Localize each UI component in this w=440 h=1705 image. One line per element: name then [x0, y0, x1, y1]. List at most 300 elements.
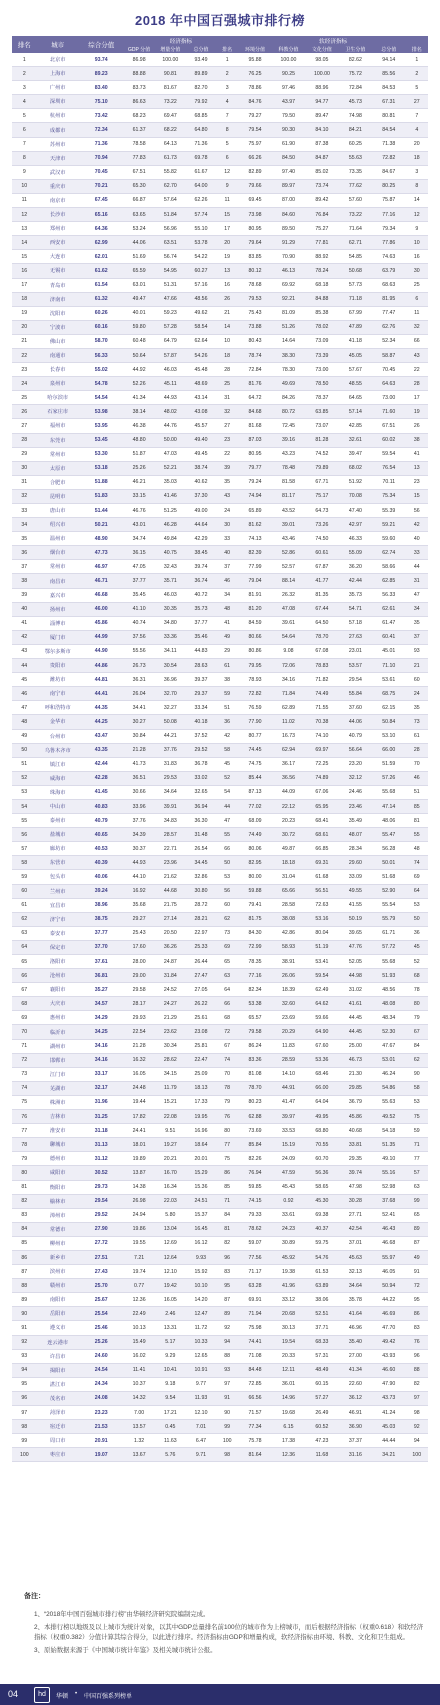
cell-gdp: 19.86: [123, 1222, 154, 1236]
cell-rank: 85: [12, 1236, 37, 1250]
cell-city: 潍坊市: [37, 673, 79, 687]
cell-econ-rank: 8: [216, 123, 238, 137]
cell-econ-total: 15.36: [186, 1180, 216, 1194]
cell-culture: 70.55: [305, 1138, 338, 1152]
cell-growth: 13.04: [155, 1222, 186, 1236]
cell-sci: 84.50: [272, 151, 305, 165]
cell-growth: 23.62: [155, 1025, 186, 1039]
cell-soft-rank: 35: [406, 701, 428, 715]
cell-total: 70.94: [79, 151, 124, 165]
table-row: [12, 743, 428, 757]
table-row: [12, 799, 428, 813]
cell-total: 23.23: [79, 1406, 124, 1420]
cell-culture: 74.89: [305, 771, 338, 785]
cell-env: 83.36: [238, 1053, 271, 1067]
cell-soft-rank: 87: [406, 1236, 428, 1250]
cell-culture: 78.70: [305, 630, 338, 644]
cell-rank: 69: [12, 1011, 37, 1025]
cell-gdp: 28.17: [123, 997, 154, 1011]
cell-total: 44.99: [79, 630, 124, 644]
cell-health: 74.98: [339, 109, 372, 123]
cell-rank: 52: [12, 771, 37, 785]
cell-growth: 19.42: [155, 1279, 186, 1293]
cell-soft-total: 44.22: [372, 1293, 405, 1307]
cell-health: 46.73: [339, 1053, 372, 1067]
cell-growth: 13.31: [155, 1321, 186, 1335]
cell-soft-total: 85.56: [372, 67, 405, 81]
cell-rank: 97: [12, 1406, 37, 1420]
cell-econ-total: 30.80: [186, 884, 216, 898]
cell-env: 72.84: [238, 363, 271, 377]
cell-soft-total: 48.34: [372, 1011, 405, 1025]
cell-env: 79.04: [238, 574, 271, 588]
cell-culture: 59.54: [305, 969, 338, 983]
table-row: [12, 250, 428, 264]
cell-total: 40.65: [79, 828, 124, 842]
cell-rank: 66: [12, 969, 37, 983]
cell-health: 55.84: [339, 687, 372, 701]
cell-sci: 90.30: [272, 123, 305, 137]
table-row: [12, 151, 428, 165]
cell-soft-rank: 7: [406, 109, 428, 123]
cell-soft-total: 55.63: [372, 1095, 405, 1109]
cell-sci: 87.00: [272, 193, 305, 207]
cell-total: 27.43: [79, 1265, 124, 1279]
cell-city: 哈尔滨市: [37, 391, 79, 405]
cell-total: 42.44: [79, 757, 124, 771]
cell-health: 48.55: [339, 377, 372, 391]
cell-soft-total: 54.86: [372, 1081, 405, 1095]
cell-city: 株洲市: [37, 1095, 79, 1109]
cell-econ-rank: 16: [216, 278, 238, 292]
cell-growth: 81.67: [155, 81, 186, 95]
cell-soft-rank: 77: [406, 1152, 428, 1166]
cell-soft-rank: 3: [406, 165, 428, 179]
cell-growth: 5.80: [155, 1208, 186, 1222]
table-row: [12, 729, 428, 743]
table-row: [12, 1448, 428, 1462]
cell-rank: 19: [12, 306, 37, 320]
cell-growth: 24.87: [155, 955, 186, 969]
cell-soft-total: 66.00: [372, 743, 405, 757]
cell-culture: 67.44: [305, 602, 338, 616]
cell-soft-total: 76.54: [372, 461, 405, 475]
cell-econ-total: 62.26: [186, 193, 216, 207]
cell-health: 52.05: [339, 955, 372, 969]
cell-health: 44.45: [339, 1025, 372, 1039]
cell-sci: 92.21: [272, 292, 305, 306]
cell-soft-rank: 47: [406, 588, 428, 602]
note-item: 3、原始数据来源于《中国城市统计年鉴》及相关城市统计公报。: [34, 1647, 217, 1654]
cell-health: 41.34: [339, 1363, 372, 1377]
cell-culture: 67.60: [305, 1039, 338, 1053]
cell-soft-rank: 73: [406, 715, 428, 729]
cell-soft-total: 75.87: [372, 193, 405, 207]
cell-env: 74.13: [238, 532, 271, 546]
cell-growth: 47.66: [155, 292, 186, 306]
cell-total: 60.16: [79, 320, 124, 334]
cell-culture: 52.51: [305, 1307, 338, 1321]
cell-city: 湖州市: [37, 1039, 79, 1053]
header-growth: 增量分值: [155, 45, 186, 53]
cell-culture: 49.95: [305, 1110, 338, 1124]
cell-health: 68.02: [339, 461, 372, 475]
cell-city: 南阳市: [37, 1293, 79, 1307]
cell-sci: 33.12: [272, 1293, 305, 1307]
cell-gdp: 18.01: [123, 1138, 154, 1152]
cell-env: 82.39: [238, 546, 271, 560]
cell-econ-total: 49.45: [186, 447, 216, 461]
cell-health: 46.96: [339, 1321, 372, 1335]
table-row: [12, 504, 428, 518]
cell-total: 29.73: [79, 1180, 124, 1194]
cell-econ-total: 45.57: [186, 419, 216, 433]
cell-soft-total: 72.82: [372, 151, 405, 165]
cell-health: 32.12: [339, 771, 372, 785]
cell-env: 80.77: [238, 729, 271, 743]
cell-growth: 44.21: [155, 729, 186, 743]
cell-growth: 59.23: [155, 306, 186, 320]
cell-rank: 59: [12, 870, 37, 884]
cell-gdp: 21.28: [123, 1039, 154, 1053]
cell-soft-total: 70.45: [372, 363, 405, 377]
cell-econ-total: 28.72: [186, 898, 216, 912]
header-city: 城市: [37, 36, 79, 53]
cell-sci: 88.14: [272, 574, 305, 588]
cell-econ-rank: 91: [216, 1391, 238, 1405]
cell-culture: 67.71: [305, 475, 338, 489]
table-row: [12, 884, 428, 898]
cell-econ-total: 29.37: [186, 687, 216, 701]
cell-env: 81.08: [238, 1067, 271, 1081]
cell-culture: 77.81: [305, 236, 338, 250]
cell-total: 29.54: [79, 1194, 124, 1208]
cell-city: 许昌市: [37, 1349, 79, 1363]
cell-soft-total: 58.87: [372, 348, 405, 362]
cell-soft-total: 55.68: [372, 785, 405, 799]
cell-rank: 57: [12, 842, 37, 856]
cell-growth: 21.29: [155, 1011, 186, 1025]
table-row: [12, 1279, 428, 1293]
cell-total: 31.18: [79, 1124, 124, 1138]
cell-total: 46.71: [79, 574, 124, 588]
cell-env: 65.57: [238, 1011, 271, 1025]
cell-city: 镇江市: [37, 757, 79, 771]
table-row: [12, 1011, 428, 1025]
table-row: [12, 1152, 428, 1166]
cell-econ-rank: 80: [216, 1124, 238, 1138]
cell-env: 53.38: [238, 997, 271, 1011]
cell-gdp: 41.10: [123, 602, 154, 616]
cell-env: 77.90: [238, 715, 271, 729]
cell-soft-rank: 18: [406, 151, 428, 165]
cell-sci: 33.61: [272, 1208, 305, 1222]
cell-growth: 24.27: [155, 997, 186, 1011]
cell-total: 34.16: [79, 1039, 124, 1053]
cell-total: 34.25: [79, 1025, 124, 1039]
cell-culture: 53.41: [305, 955, 338, 969]
cell-soft-total: 84.67: [372, 165, 405, 179]
cell-growth: 5.17: [155, 1335, 186, 1349]
cell-total: 29.52: [79, 1208, 124, 1222]
cell-econ-total: 15.37: [186, 1208, 216, 1222]
cell-soft-total: 63.79: [372, 264, 405, 278]
cell-sci: 43.52: [272, 504, 305, 518]
cell-total: 54.78: [79, 377, 124, 391]
cell-city: 赣州市: [37, 1279, 79, 1293]
cell-growth: 44.68: [155, 884, 186, 898]
table-row: [12, 123, 428, 137]
cell-econ-total: 43.14: [186, 391, 216, 405]
cell-soft-total: 77.86: [372, 236, 405, 250]
cell-health: 72.84: [339, 81, 372, 95]
cell-soft-total: 70.11: [372, 475, 405, 489]
cell-city: 吉林市: [37, 1110, 79, 1124]
cell-sci: 43.97: [272, 95, 305, 109]
table-row: [12, 1377, 428, 1391]
cell-econ-total: 62.64: [186, 334, 216, 348]
cell-rank: 53: [12, 785, 37, 799]
cell-sci: 20.68: [272, 1307, 305, 1321]
cell-rank: 26: [12, 405, 37, 419]
cell-env: 81.64: [238, 1448, 271, 1462]
cell-sci: 49.69: [272, 377, 305, 391]
table-row: [12, 1349, 428, 1363]
cell-econ-rank: 49: [216, 630, 238, 644]
cell-rank: 11: [12, 193, 37, 207]
cell-total: 67.45: [79, 193, 124, 207]
cell-health: 35.73: [339, 588, 372, 602]
cell-econ-total: 31.48: [186, 828, 216, 842]
cell-culture: 62.49: [305, 983, 338, 997]
cell-city: 衡阳市: [37, 1180, 79, 1194]
cell-econ-rank: 41: [216, 616, 238, 630]
table-row: [12, 1025, 428, 1039]
cell-soft-rank: 42: [406, 518, 428, 532]
cell-soft-rank: 76: [406, 1335, 428, 1349]
cell-rank: 13: [12, 222, 37, 236]
cell-econ-rank: 64: [216, 983, 238, 997]
cell-health: 41.18: [339, 334, 372, 348]
cell-econ-total: 35.73: [186, 602, 216, 616]
cell-rank: 93: [12, 1349, 37, 1363]
cell-env: 84.68: [238, 405, 271, 419]
cell-growth: 28.57: [155, 828, 186, 842]
cell-growth: 64.79: [155, 334, 186, 348]
cell-soft-total: 37.68: [372, 1194, 405, 1208]
cell-soft-rank: 28: [406, 743, 428, 757]
cell-health: 33.81: [339, 1138, 372, 1152]
cell-health: 71.18: [339, 292, 372, 306]
cell-sci: 72.06: [272, 659, 305, 673]
cell-city: 洛阳市: [37, 955, 79, 969]
cell-env: 79.58: [238, 1025, 271, 1039]
cell-total: 44.41: [79, 687, 124, 701]
cell-culture: 85.38: [305, 306, 338, 320]
cell-gdp: 13.57: [123, 1420, 154, 1434]
table-row: [12, 926, 428, 940]
cell-soft-rank: 97: [406, 1391, 428, 1405]
cell-econ-total: 9.71: [186, 1448, 216, 1462]
cell-growth: 22.08: [155, 1110, 186, 1124]
cell-sci: 0.92: [272, 1194, 305, 1208]
cell-rank: 81: [12, 1180, 37, 1194]
table-row: [12, 348, 428, 362]
cell-soft-rank: 6: [406, 292, 428, 306]
cell-econ-total: 38.74: [186, 461, 216, 475]
cell-rank: 89: [12, 1293, 37, 1307]
cell-soft-total: 94.14: [372, 53, 405, 67]
cell-econ-rank: 68: [216, 1011, 238, 1025]
cell-sci: 38.30: [272, 348, 305, 362]
cell-soft-total: 53.61: [372, 673, 405, 687]
cell-soft-rank: 32: [406, 320, 428, 334]
cell-econ-rank: 47: [216, 814, 238, 828]
cell-soft-total: 34.21: [372, 1448, 405, 1462]
cell-city: 保定市: [37, 940, 79, 954]
cell-health: 21.30: [339, 1067, 372, 1081]
cell-health: 36.20: [339, 560, 372, 574]
cell-total: 51.88: [79, 475, 124, 489]
cell-soft-rank: 68: [406, 969, 428, 983]
cell-econ-total: 82.70: [186, 81, 216, 95]
cell-econ-total: 37.77: [186, 616, 216, 630]
cell-growth: 44.93: [155, 391, 186, 405]
cell-econ-total: 36.94: [186, 799, 216, 813]
cell-rank: 39: [12, 588, 37, 602]
cell-econ-total: 61.67: [186, 165, 216, 179]
cell-soft-total: 71.60: [372, 405, 405, 419]
cell-soft-total: 68.63: [372, 278, 405, 292]
cell-soft-total: 48.56: [372, 983, 405, 997]
cell-health: 47.89: [339, 320, 372, 334]
cell-soft-rank: 28: [406, 377, 428, 391]
cell-culture: 74.49: [305, 687, 338, 701]
table-row: [12, 969, 428, 983]
cell-sci: 69.92: [272, 278, 305, 292]
cell-gdp: 21.28: [123, 743, 154, 757]
cell-city: 泰州市: [37, 814, 79, 828]
cell-soft-rank: 48: [406, 842, 428, 856]
cell-total: 54.54: [79, 391, 124, 405]
cell-sci: 52.57: [272, 560, 305, 574]
cell-soft-total: 84.53: [372, 81, 405, 95]
table-row: [12, 560, 428, 574]
cell-culture: 45.30: [305, 1194, 338, 1208]
cell-city: 连云港市: [37, 1335, 79, 1349]
cell-sci: 11.02: [272, 715, 305, 729]
cell-rank: 96: [12, 1391, 37, 1405]
cell-env: 76.25: [238, 67, 271, 81]
cell-growth: 69.47: [155, 109, 186, 123]
table-row: [12, 757, 428, 771]
table-row: [12, 842, 428, 856]
cell-rank: 49: [12, 729, 37, 743]
cell-health: 29.54: [339, 673, 372, 687]
cell-soft-total: 59.21: [372, 518, 405, 532]
cell-econ-rank: 19: [216, 250, 238, 264]
table-row: [12, 1095, 428, 1109]
cell-culture: 67.06: [305, 785, 338, 799]
cell-total: 38.96: [79, 898, 124, 912]
cell-sci: 62.89: [272, 701, 305, 715]
cell-soft-rank: 1: [406, 53, 428, 67]
cell-culture: 61.53: [305, 1265, 338, 1279]
table-row: [12, 997, 428, 1011]
cell-rank: 34: [12, 518, 37, 532]
cell-health: 36.79: [339, 1095, 372, 1109]
cell-health: 41.61: [339, 997, 372, 1011]
cell-health: 57.18: [339, 616, 372, 630]
cell-soft-total: 47.90: [372, 1377, 405, 1391]
cell-soft-rank: 98: [406, 1406, 428, 1420]
cell-growth: 46.03: [155, 588, 186, 602]
cell-health: 75.72: [339, 67, 372, 81]
cell-gdp: 28.00: [123, 955, 154, 969]
cell-env: 79.41: [238, 898, 271, 912]
logo-icon: hd: [34, 1687, 50, 1703]
cell-env: 84.59: [238, 616, 271, 630]
cell-culture: 68.41: [305, 814, 338, 828]
cell-econ-total: 27.05: [186, 983, 216, 997]
cell-growth: 12.64: [155, 1250, 186, 1264]
cell-rank: 92: [12, 1335, 37, 1349]
cell-culture: 26.49: [305, 1406, 338, 1420]
cell-rank: 8: [12, 151, 37, 165]
cell-soft-rank: 75: [406, 1110, 428, 1124]
cell-gdp: 1.32: [123, 1434, 154, 1448]
cell-rank: 88: [12, 1279, 37, 1293]
cell-health: 57.67: [339, 363, 372, 377]
cell-culture: 98.05: [305, 53, 338, 67]
header-sci: 科教分值: [272, 45, 305, 53]
cell-culture: 64.90: [305, 1025, 338, 1039]
cell-env: 78.93: [238, 673, 271, 687]
cell-econ-rank: 100: [216, 1434, 238, 1448]
cell-health: 47.76: [339, 940, 372, 954]
cell-soft-total: 73.00: [372, 391, 405, 405]
table-row: [12, 193, 428, 207]
cell-econ-rank: 86: [216, 1166, 238, 1180]
cell-city: 太原市: [37, 461, 79, 475]
cell-env: 95.88: [238, 53, 271, 67]
cell-soft-rank: 22: [406, 363, 428, 377]
cell-rank: 29: [12, 447, 37, 461]
cell-econ-rank: 85: [216, 1180, 238, 1194]
cell-gdp: 41.73: [123, 757, 154, 771]
cell-soft-rank: 66: [406, 334, 428, 348]
cell-soft-total: 57.26: [372, 771, 405, 785]
table-row: [12, 1363, 428, 1377]
cell-total: 37.70: [79, 940, 124, 954]
cell-sci: 58.93: [272, 940, 305, 954]
cell-health: 32.61: [339, 433, 372, 447]
cell-gdp: 65.30: [123, 179, 154, 193]
cell-econ-rank: 2: [216, 67, 238, 81]
cell-city: 无锡市: [37, 264, 79, 278]
cell-soft-total: 77.16: [372, 208, 405, 222]
table-row: [12, 870, 428, 884]
cell-econ-total: 37.52: [186, 729, 216, 743]
table-row: [12, 588, 428, 602]
cell-soft-rank: 60: [406, 673, 428, 687]
cell-soft-rank: 10: [406, 236, 428, 250]
cell-total: 24.60: [79, 1349, 124, 1363]
cell-city: 襄阳市: [37, 983, 79, 997]
cell-soft-rank: 45: [406, 940, 428, 954]
cell-growth: 57.64: [155, 193, 186, 207]
cell-econ-rank: 31: [216, 391, 238, 405]
